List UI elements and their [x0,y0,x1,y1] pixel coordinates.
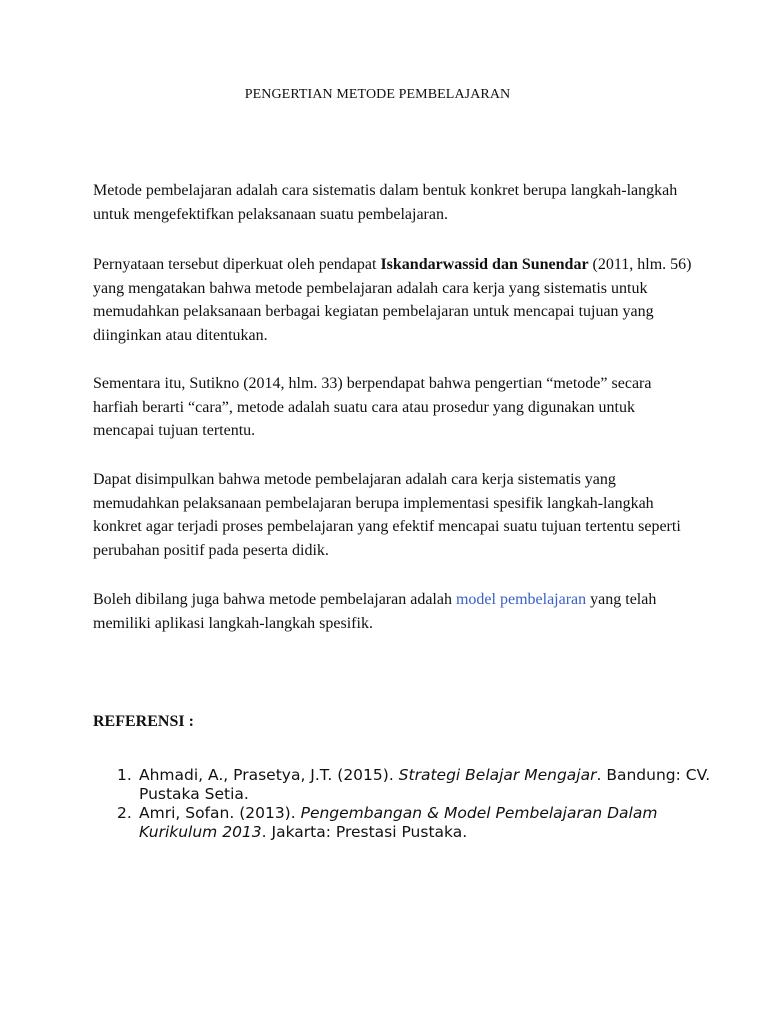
paragraph-text: Dapat disimpulkan bahwa metode pembelajaran adalah cara kerja sistematis yang memudahkan pelaksanaan pembelajaran berupa implementasi spesifik langkah-langkah konkret agar terjadi proses pembelajaran yang efektif mencapai suatu tujuan tertentu seperti perubahan positif pada peserta didik. [93,471,681,559]
reference-text-before: Amri, Sofan. (2013). [139,804,301,822]
paragraph-model-link [93,588,693,635]
paragraph-text-before: Boleh dibilang juga bahwa metode pembelajaran adalah [93,591,456,608]
reference-book-title: Strategi Belajar Mengajar [398,766,597,784]
references-heading: REFERENSI : [93,713,194,730]
document-title: PENGERTIAN METODE PEMBELAJARAN [244,87,511,102]
references-list [93,766,713,842]
reference-number: 2. [117,804,132,822]
paragraph-conclusion [93,468,693,562]
reference-book-title: Pengembangan & Model Pembelajaran Dalam Kurikulum 2013 [139,804,658,841]
model-pembelajaran-link[interactable]: model pembelajaran [455,591,587,608]
reference-text-after: . Bandung: CV. Pustaka Setia. [139,766,711,803]
paragraph-text-before: Pernyataan tersebut diperkuat oleh pendapat [93,256,381,273]
paragraph-sutikno [93,372,693,443]
reference-text-after: . Jakarta: Prestasi Pustaka. [261,823,468,841]
author-name-bold: Iskandarwassid dan Sunendar [380,256,589,273]
reference-text-before: Ahmadi, A., Prasetya, J.T. (2015). [139,766,399,784]
paragraph-text: Metode pembelajaran adalah cara sistematis dalam bentuk konkret berupa langkah-langkah untuk mengefektifkan pelaksanaan suatu pembelajaran. [93,182,678,223]
paragraph-text-after: (2011, hlm. 56) yang mengatakan bahwa metode pembelajaran adalah cara kerja yang sistematis untuk memudahkan pelaksanaan berbagai kegiatan pembelajaran untuk mencapai tujuan yang diinginkan atau ditentukan. [93,256,692,344]
reference-item [93,804,713,842]
paragraph-text: Sementara itu, Sutikno (2014, hlm. 33) berpendapat bahwa pengertian “metode” secara harfiah berarti “cara”, metode adalah suatu cara atau prosedur yang digunakan untuk mencapai tujuan tertentu. [93,375,652,439]
paragraph-definition [93,179,693,226]
paragraph-iskandarwassid [93,253,693,347]
reference-number: 1. [117,766,132,784]
paragraph-text-after: yang telah memiliki aplikasi langkah-langkah spesifik. [93,591,657,632]
reference-item [93,766,713,804]
